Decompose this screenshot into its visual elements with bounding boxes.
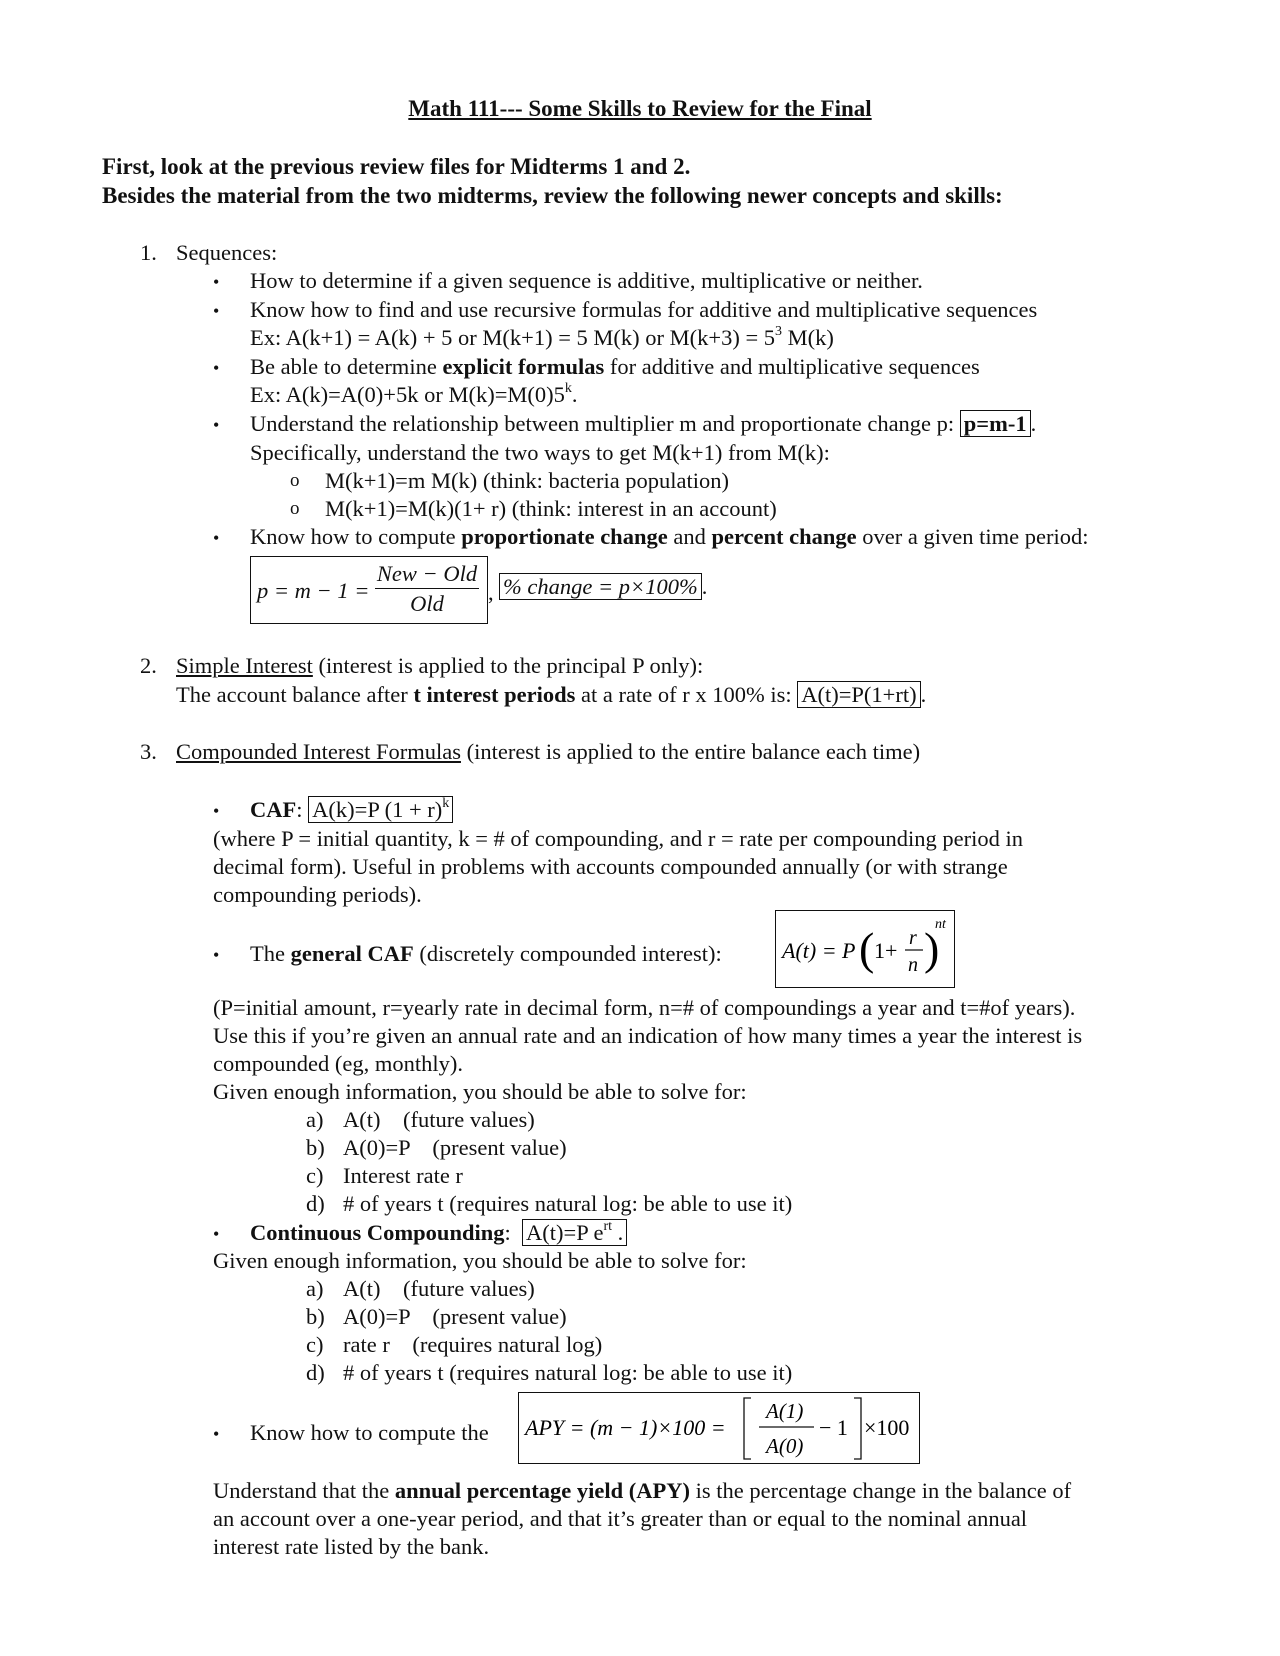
gcaf-desc-1: (P=initial amount, r=yearly rate in decimal form, n=# of compoundings a year and t=#of years). [213, 995, 1076, 1020]
list1-item-c: Interest rate r [343, 1163, 463, 1188]
bullet-icon: • [213, 358, 220, 378]
list1-marker-d: d) [306, 1191, 325, 1216]
bullet-icon: • [213, 301, 220, 321]
list2-item-d: # of years t (requires natural log: be able to use it) [343, 1360, 793, 1385]
s1-sub-2: M(k+1)=M(k)(1+ r) (think: interest in an account) [325, 496, 777, 521]
gcaf-desc-2: Use this if you’re given an annual rate and an indication of how many times a year the interest is [213, 1023, 1083, 1048]
list1-marker-a: a) [306, 1107, 324, 1132]
section-3-heading: Compounded Interest Formulas (interest is applied to the entire balance each time) [176, 739, 921, 764]
formula-box-general-caf [775, 910, 955, 988]
bullet-icon: • [213, 272, 220, 292]
left-paren-icon: ( [859, 923, 875, 974]
section-2-line-2: The account balance after t interest periods at a rate of r x 100% is: A(t)=P(1+rt) . [176, 682, 927, 707]
bullet-icon: • [213, 801, 220, 821]
continuous-line: Continuous Compounding: A(t)=P $e^{rt}$ . [250, 1218, 627, 1247]
list1-marker-c: c) [306, 1163, 324, 1188]
apy-desc-1: Understand that the annual percentage yield (APY) is the percentage change in the balance of [213, 1478, 1072, 1503]
right-paren-icon: ) [924, 923, 940, 974]
bullet-icon: • [213, 1424, 220, 1444]
caf-desc-1: (where P = initial quantity, k = # of compounding, and r = rate per compounding period in [213, 826, 1023, 851]
section-2-number: 2. [140, 653, 157, 678]
list2-marker-b: b) [306, 1304, 325, 1329]
formula-lhs: p = m − 1 = [257, 578, 370, 603]
intro-block [102, 152, 1003, 210]
solve-intro-2: Given enough information, you should be able to solve for: [213, 1248, 747, 1273]
circle-bullet-icon: o [290, 498, 300, 519]
page-title: Math 111--- Some Skills to Review for the Final [408, 96, 872, 121]
intro-line-2: Besides the material from the two midterms, review the following newer concepts and skills: [102, 183, 1003, 208]
general-caf-formula [776, 911, 954, 987]
list2-marker-a: a) [306, 1276, 324, 1301]
list1-item-a: A(t) (future values) [343, 1107, 535, 1132]
s1-bullet-2: Know how to find and use recursive formulas for additive and multiplicative sequences [250, 297, 1038, 322]
apy-minus: − 1 [819, 1415, 848, 1440]
list2-item-c: rate r (requires natural log) [343, 1332, 603, 1357]
s1-bullet-3: Be able to determine explicit formulas for additive and multiplicative sequences [250, 354, 980, 379]
s1-bullet-5: Know how to compute proportionate change and percent change over a given time period: [250, 524, 1089, 549]
gcaf-one: 1+ [874, 938, 898, 963]
list1-item-d: # of years t (requires natural log: be able to use it) [343, 1191, 793, 1216]
formula-box-caf: A(k)=P $(1 + r)^k$ [308, 796, 453, 823]
apy-desc-3: interest rate listed by the bank. [213, 1534, 490, 1559]
list2-marker-d: d) [306, 1360, 325, 1385]
circle-bullet-icon: o [290, 470, 300, 491]
caf-line: CAF: A(k)=P $(1 + r)^k$ [250, 795, 453, 824]
bullet-icon: • [213, 945, 220, 965]
gcaf-n: n [908, 954, 918, 976]
formula-box-percent-change: % change = p×100% . [499, 572, 707, 601]
list2-item-b: A(0)=P (present value) [343, 1304, 567, 1329]
s1-bullet-3-example: Ex: A(k)=A(0)+5k or $M(k)=M(0)5^k$. [250, 380, 578, 407]
bullet-icon: • [213, 528, 220, 548]
formula-comma: , [488, 580, 494, 605]
apy-formula [519, 1393, 919, 1463]
list2-item-a: A(t) (future values) [343, 1276, 535, 1301]
apy-line: Know how to compute the [250, 1420, 489, 1445]
section-1-heading: Sequences: [176, 240, 278, 265]
formula-box-simple-interest: A(t)=P(1+rt) [797, 681, 920, 708]
s1-bullet-4-line2: Specifically, understand the two ways to get M(k+1) from M(k): [250, 440, 830, 465]
gcaf-exp: nt [935, 917, 946, 932]
apy-num: A(1) [766, 1399, 804, 1423]
apy-desc-2: an account over a one-year period, and that it’s greater than or equal to the nominal annual [213, 1506, 1028, 1531]
section-2-heading: Simple Interest (interest is applied to the principal P only): [176, 653, 704, 678]
s1-sub-1: M(k+1)=m M(k) (think: bacteria population) [325, 468, 730, 493]
formula-box-apy [518, 1392, 920, 1464]
formula-box-p: p=m-1 [960, 410, 1031, 437]
section-3-number: 3. [140, 739, 157, 764]
list1-item-b: A(0)=P (present value) [343, 1135, 567, 1160]
s1-bullet-2-example: Ex: A(k+1) = A(k) + 5 or M(k+1) = 5 M(k) or $M(k+3) = 5^3$ M(k) [250, 323, 834, 350]
formula-box-continuous: A(t)=P $e^{rt}$ . [522, 1219, 627, 1246]
intro-line-1: First, look at the previous review files for Midterms 1 and 2. [102, 154, 691, 179]
apy-times: ×100 [864, 1415, 910, 1440]
list1-marker-b: b) [306, 1135, 325, 1160]
caf-desc-3: compounding periods). [213, 882, 422, 907]
s1-bullet-1: How to determine if a given sequence is additive, multiplicative or neither. [250, 268, 923, 293]
formula-fraction: $\frac{\text{New − Old}}{\text{Old}}$ [376, 561, 478, 616]
bullet-icon: • [213, 415, 220, 435]
gcaf-line: The general CAF (discretely compounded interest): [250, 941, 722, 966]
caf-desc-2: decimal form). Useful in problems with accounts compounded annually (or with strange [213, 854, 1008, 879]
solve-intro-1: Given enough information, you should be able to solve for: [213, 1079, 747, 1104]
left-bracket-icon [744, 1398, 751, 1459]
section-1-number: 1. [140, 240, 157, 265]
gcaf-lhs: A(t) = P [782, 938, 856, 963]
apy-lhs: APY = (m − 1)×100 = [525, 1415, 726, 1440]
gcaf-r: r [909, 927, 917, 949]
right-bracket-icon [854, 1398, 861, 1459]
apy-den: A(0) [766, 1434, 804, 1458]
gcaf-desc-3: compounded (eg, monthly). [213, 1051, 463, 1076]
s1-bullet-4: Understand the relationship between multiplier m and proportionate change p: p=m-1 . [250, 411, 1037, 436]
bullet-icon: • [213, 1224, 220, 1244]
list2-marker-c: c) [306, 1332, 324, 1357]
formula-box-proportionate-change [250, 556, 488, 624]
